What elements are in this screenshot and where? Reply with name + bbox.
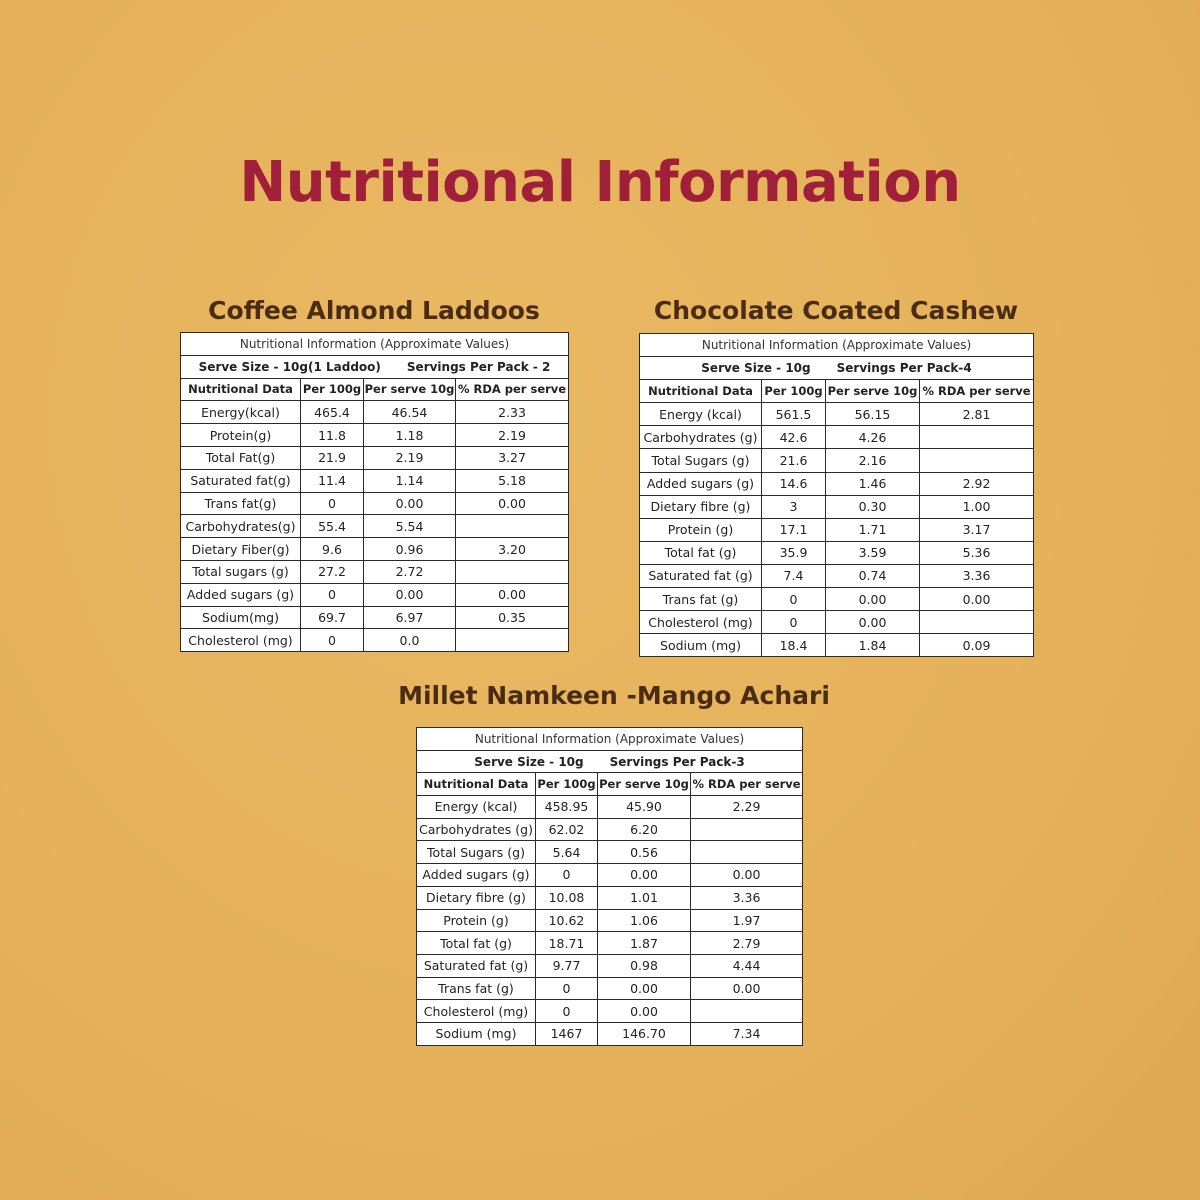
serve-info-row [181,355,569,378]
table-row [181,401,569,424]
nutrient-value: 1.18 [364,424,456,447]
nutrient-name: Sodium(mg) [181,606,301,629]
nutrient-value: 3.36 [691,886,803,909]
nutrient-value: 0 [301,583,364,606]
nutrient-name: Trans fat(g) [181,492,301,515]
nutrient-value: 5.64 [536,841,598,864]
nutrient-value: 42.6 [762,426,826,449]
nutrient-value: 56.15 [826,403,920,426]
serve-info-row [640,357,1034,380]
table-row [181,560,569,583]
nutrient-value: 9.6 [301,538,364,561]
nutrient-value: 4.26 [826,426,920,449]
nutrient-value [456,629,569,652]
nutrient-value: 0.00 [598,1000,691,1023]
nutrient-value: 5.54 [364,515,456,538]
nutrient-name: Protein(g) [181,424,301,447]
nutrient-value: 3 [762,495,826,518]
nutrient-value: 46.54 [364,401,456,424]
nutrient-name: Saturated fat (g) [417,954,536,977]
nutrient-value: 0 [536,864,598,887]
table-caption: Nutritional Information (Approximate Values) [417,728,803,751]
nutrition-table-coffee-almond-laddoos [180,332,569,652]
table-row [417,1000,803,1023]
nutrient-value: 10.62 [536,909,598,932]
nutrient-name: Sodium (mg) [417,1022,536,1045]
nutrient-name: Cholesterol (mg) [640,611,762,634]
table-row [417,796,803,819]
table-row [640,611,1034,634]
nutrient-name: Trans fat (g) [640,588,762,611]
product-title-coffee-almond-laddoos: Coffee Almond Laddoos [208,296,540,325]
table-row [640,449,1034,472]
nutrient-value: 3.27 [456,446,569,469]
serve-info-row [417,750,803,773]
nutrient-value: 1.00 [920,495,1034,518]
table-row [640,518,1034,541]
nutrient-name: Energy(kcal) [181,401,301,424]
nutrient-value: 0.00 [598,977,691,1000]
table-row [640,634,1034,657]
nutrient-value: 2.33 [456,401,569,424]
nutrient-value [456,515,569,538]
table-row [181,606,569,629]
nutrient-value: 18.4 [762,634,826,657]
table-row [417,954,803,977]
nutrient-value: 1.46 [826,472,920,495]
nutrient-name: Saturated fat (g) [640,564,762,587]
nutrient-value: 1.71 [826,518,920,541]
nutrient-value: 3.36 [920,564,1034,587]
table-row [181,469,569,492]
nutrient-value: 465.4 [301,401,364,424]
nutrient-value: 0.00 [364,583,456,606]
nutrient-value: 35.9 [762,541,826,564]
table-row [417,886,803,909]
nutrient-value: 0 [301,629,364,652]
nutrient-value: 55.4 [301,515,364,538]
nutrition-table-chocolate-coated-cashew [639,333,1034,657]
nutrient-name: Saturated fat(g) [181,469,301,492]
serve-size: Serve Size - 10g [474,754,584,769]
column-header: Per serve 10g [598,773,691,796]
nutrient-value: 0.00 [364,492,456,515]
nutrient-value: 2.19 [364,446,456,469]
nutrient-value: 3.20 [456,538,569,561]
nutrient-value: 146.70 [598,1022,691,1045]
column-header: Nutritional Data [181,378,301,401]
nutrient-value: 11.8 [301,424,364,447]
table-header-row [640,380,1034,403]
nutrient-value: 3.17 [920,518,1034,541]
nutrient-value: 0.96 [364,538,456,561]
nutrient-value: 14.6 [762,472,826,495]
nutrient-value [920,426,1034,449]
nutrient-value: 21.6 [762,449,826,472]
nutrient-name: Added sugars (g) [640,472,762,495]
nutrient-name: Total Sugars (g) [640,449,762,472]
nutrient-value: 0.00 [826,611,920,634]
nutrient-value: 21.9 [301,446,364,469]
nutrient-value: 27.2 [301,560,364,583]
nutrient-value: 0.74 [826,564,920,587]
table-row [417,977,803,1000]
table-row [640,541,1034,564]
nutrient-name: Cholesterol (mg) [417,1000,536,1023]
nutrient-value: 2.19 [456,424,569,447]
nutrient-name: Dietary fibre (g) [640,495,762,518]
nutrient-value: 0.98 [598,954,691,977]
table-row [640,403,1034,426]
table-row [181,515,569,538]
nutrient-value: 2.29 [691,796,803,819]
table-row [181,492,569,515]
nutrient-value: 561.5 [762,403,826,426]
nutrient-name: Carbohydrates (g) [640,426,762,449]
nutrient-name: Carbohydrates(g) [181,515,301,538]
nutrient-value: 0.00 [920,588,1034,611]
nutrient-value: 9.77 [536,954,598,977]
table-header-row [181,378,569,401]
nutrient-value: 0 [536,1000,598,1023]
nutrient-value: 2.16 [826,449,920,472]
table-caption: Nutritional Information (Approximate Values) [640,334,1034,357]
table-row [417,909,803,932]
column-header: Per serve 10g [826,380,920,403]
table-caption-row [640,334,1034,357]
table-caption-row [181,333,569,356]
nutrient-value: 0.00 [826,588,920,611]
table-row [181,629,569,652]
nutrient-name: Protein (g) [417,909,536,932]
nutrient-value: 69.7 [301,606,364,629]
table-caption: Nutritional Information (Approximate Values) [181,333,569,356]
nutrient-value: 11.4 [301,469,364,492]
nutrient-name: Added sugars (g) [181,583,301,606]
nutrient-name: Protein (g) [640,518,762,541]
table-row [181,538,569,561]
nutrient-value: 0 [536,977,598,1000]
nutrient-value: 1.06 [598,909,691,932]
nutrient-value: 0 [762,611,826,634]
table-row [640,426,1034,449]
nutrient-value [920,449,1034,472]
nutrient-name: Total fat (g) [417,932,536,955]
nutrient-value: 0.30 [826,495,920,518]
nutrient-name: Sodium (mg) [640,634,762,657]
table-row [181,446,569,469]
nutrient-value [691,818,803,841]
nutrient-value: 0.56 [598,841,691,864]
serve-size: Serve Size - 10g(1 Laddoo) [198,359,381,374]
nutrient-value: 2.92 [920,472,1034,495]
nutrient-value: 1.14 [364,469,456,492]
nutrient-value: 5.18 [456,469,569,492]
table-row [417,864,803,887]
nutrient-value [691,841,803,864]
nutrient-value: 1467 [536,1022,598,1045]
column-header: Per serve 10g [364,378,456,401]
column-header: % RDA per serve [691,773,803,796]
nutrient-value: 2.72 [364,560,456,583]
nutrient-value: 0.00 [691,977,803,1000]
table-row [640,564,1034,587]
nutrient-value: 1.87 [598,932,691,955]
nutrient-value: 2.81 [920,403,1034,426]
nutrient-value: 10.08 [536,886,598,909]
nutrient-value: 1.84 [826,634,920,657]
nutrient-value: 0.09 [920,634,1034,657]
nutrient-name: Trans fat (g) [417,977,536,1000]
table-row [417,841,803,864]
servings-per-pack: Servings Per Pack-4 [836,361,972,376]
column-header: Nutritional Data [417,773,536,796]
page-title: Nutritional Information [239,150,961,215]
nutrition-table-millet-namkeen-mango-achari [416,727,803,1046]
nutrient-value: 4.44 [691,954,803,977]
table-header-row [417,773,803,796]
nutrient-name: Dietary fibre (g) [417,886,536,909]
serve-info [181,355,569,378]
serve-size: Serve Size - 10g [701,361,811,376]
table-row [640,472,1034,495]
column-header: Nutritional Data [640,380,762,403]
table-caption-row [417,728,803,751]
nutrient-value: 1.97 [691,909,803,932]
nutrient-value: 0 [762,588,826,611]
nutrient-value: 458.95 [536,796,598,819]
nutrient-name: Dietary Fiber(g) [181,538,301,561]
table-row [417,1022,803,1045]
nutrient-name: Total Sugars (g) [417,841,536,864]
nutrient-value: 7.4 [762,564,826,587]
product-title-millet-namkeen-mango-achari: Millet Namkeen -Mango Achari [398,681,830,710]
column-header: % RDA per serve [920,380,1034,403]
nutrient-value: 1.01 [598,886,691,909]
table-row [417,818,803,841]
nutrient-value: 3.59 [826,541,920,564]
nutrient-value [691,1000,803,1023]
nutrient-value: 0 [301,492,364,515]
nutrient-name: Energy (kcal) [417,796,536,819]
nutrient-value: 7.34 [691,1022,803,1045]
table-row [640,588,1034,611]
servings-per-pack: Servings Per Pack - 2 [406,359,551,374]
nutrient-value: 62.02 [536,818,598,841]
table-row [640,495,1034,518]
column-header: Per 100g [762,380,826,403]
serve-info [640,357,1034,380]
serve-info [417,750,803,773]
nutrient-value: 0.00 [456,583,569,606]
nutrient-name: Carbohydrates (g) [417,818,536,841]
nutrient-value: 0.00 [598,864,691,887]
nutrient-value: 5.36 [920,541,1034,564]
nutrient-value [920,611,1034,634]
nutrient-value: 2.79 [691,932,803,955]
nutrient-value: 0.00 [456,492,569,515]
nutrient-value: 18.71 [536,932,598,955]
table-row [181,583,569,606]
nutrient-value: 6.20 [598,818,691,841]
nutrient-value: 45.90 [598,796,691,819]
table-row [181,424,569,447]
column-header: % RDA per serve [456,378,569,401]
nutrient-name: Total sugars (g) [181,560,301,583]
nutrient-name: Added sugars (g) [417,864,536,887]
column-header: Per 100g [301,378,364,401]
column-header: Per 100g [536,773,598,796]
nutrient-name: Total Fat(g) [181,446,301,469]
nutrient-name: Cholesterol (mg) [181,629,301,652]
nutrient-value: 6.97 [364,606,456,629]
servings-per-pack: Servings Per Pack-3 [609,754,745,769]
nutrient-name: Energy (kcal) [640,403,762,426]
nutrient-value: 17.1 [762,518,826,541]
nutrient-value: 0.35 [456,606,569,629]
nutrient-value: 0.0 [364,629,456,652]
nutrient-name: Total fat (g) [640,541,762,564]
table-row [417,932,803,955]
product-title-chocolate-coated-cashew: Chocolate Coated Cashew [653,296,1019,325]
nutrient-value [456,560,569,583]
nutrient-value: 0.00 [691,864,803,887]
